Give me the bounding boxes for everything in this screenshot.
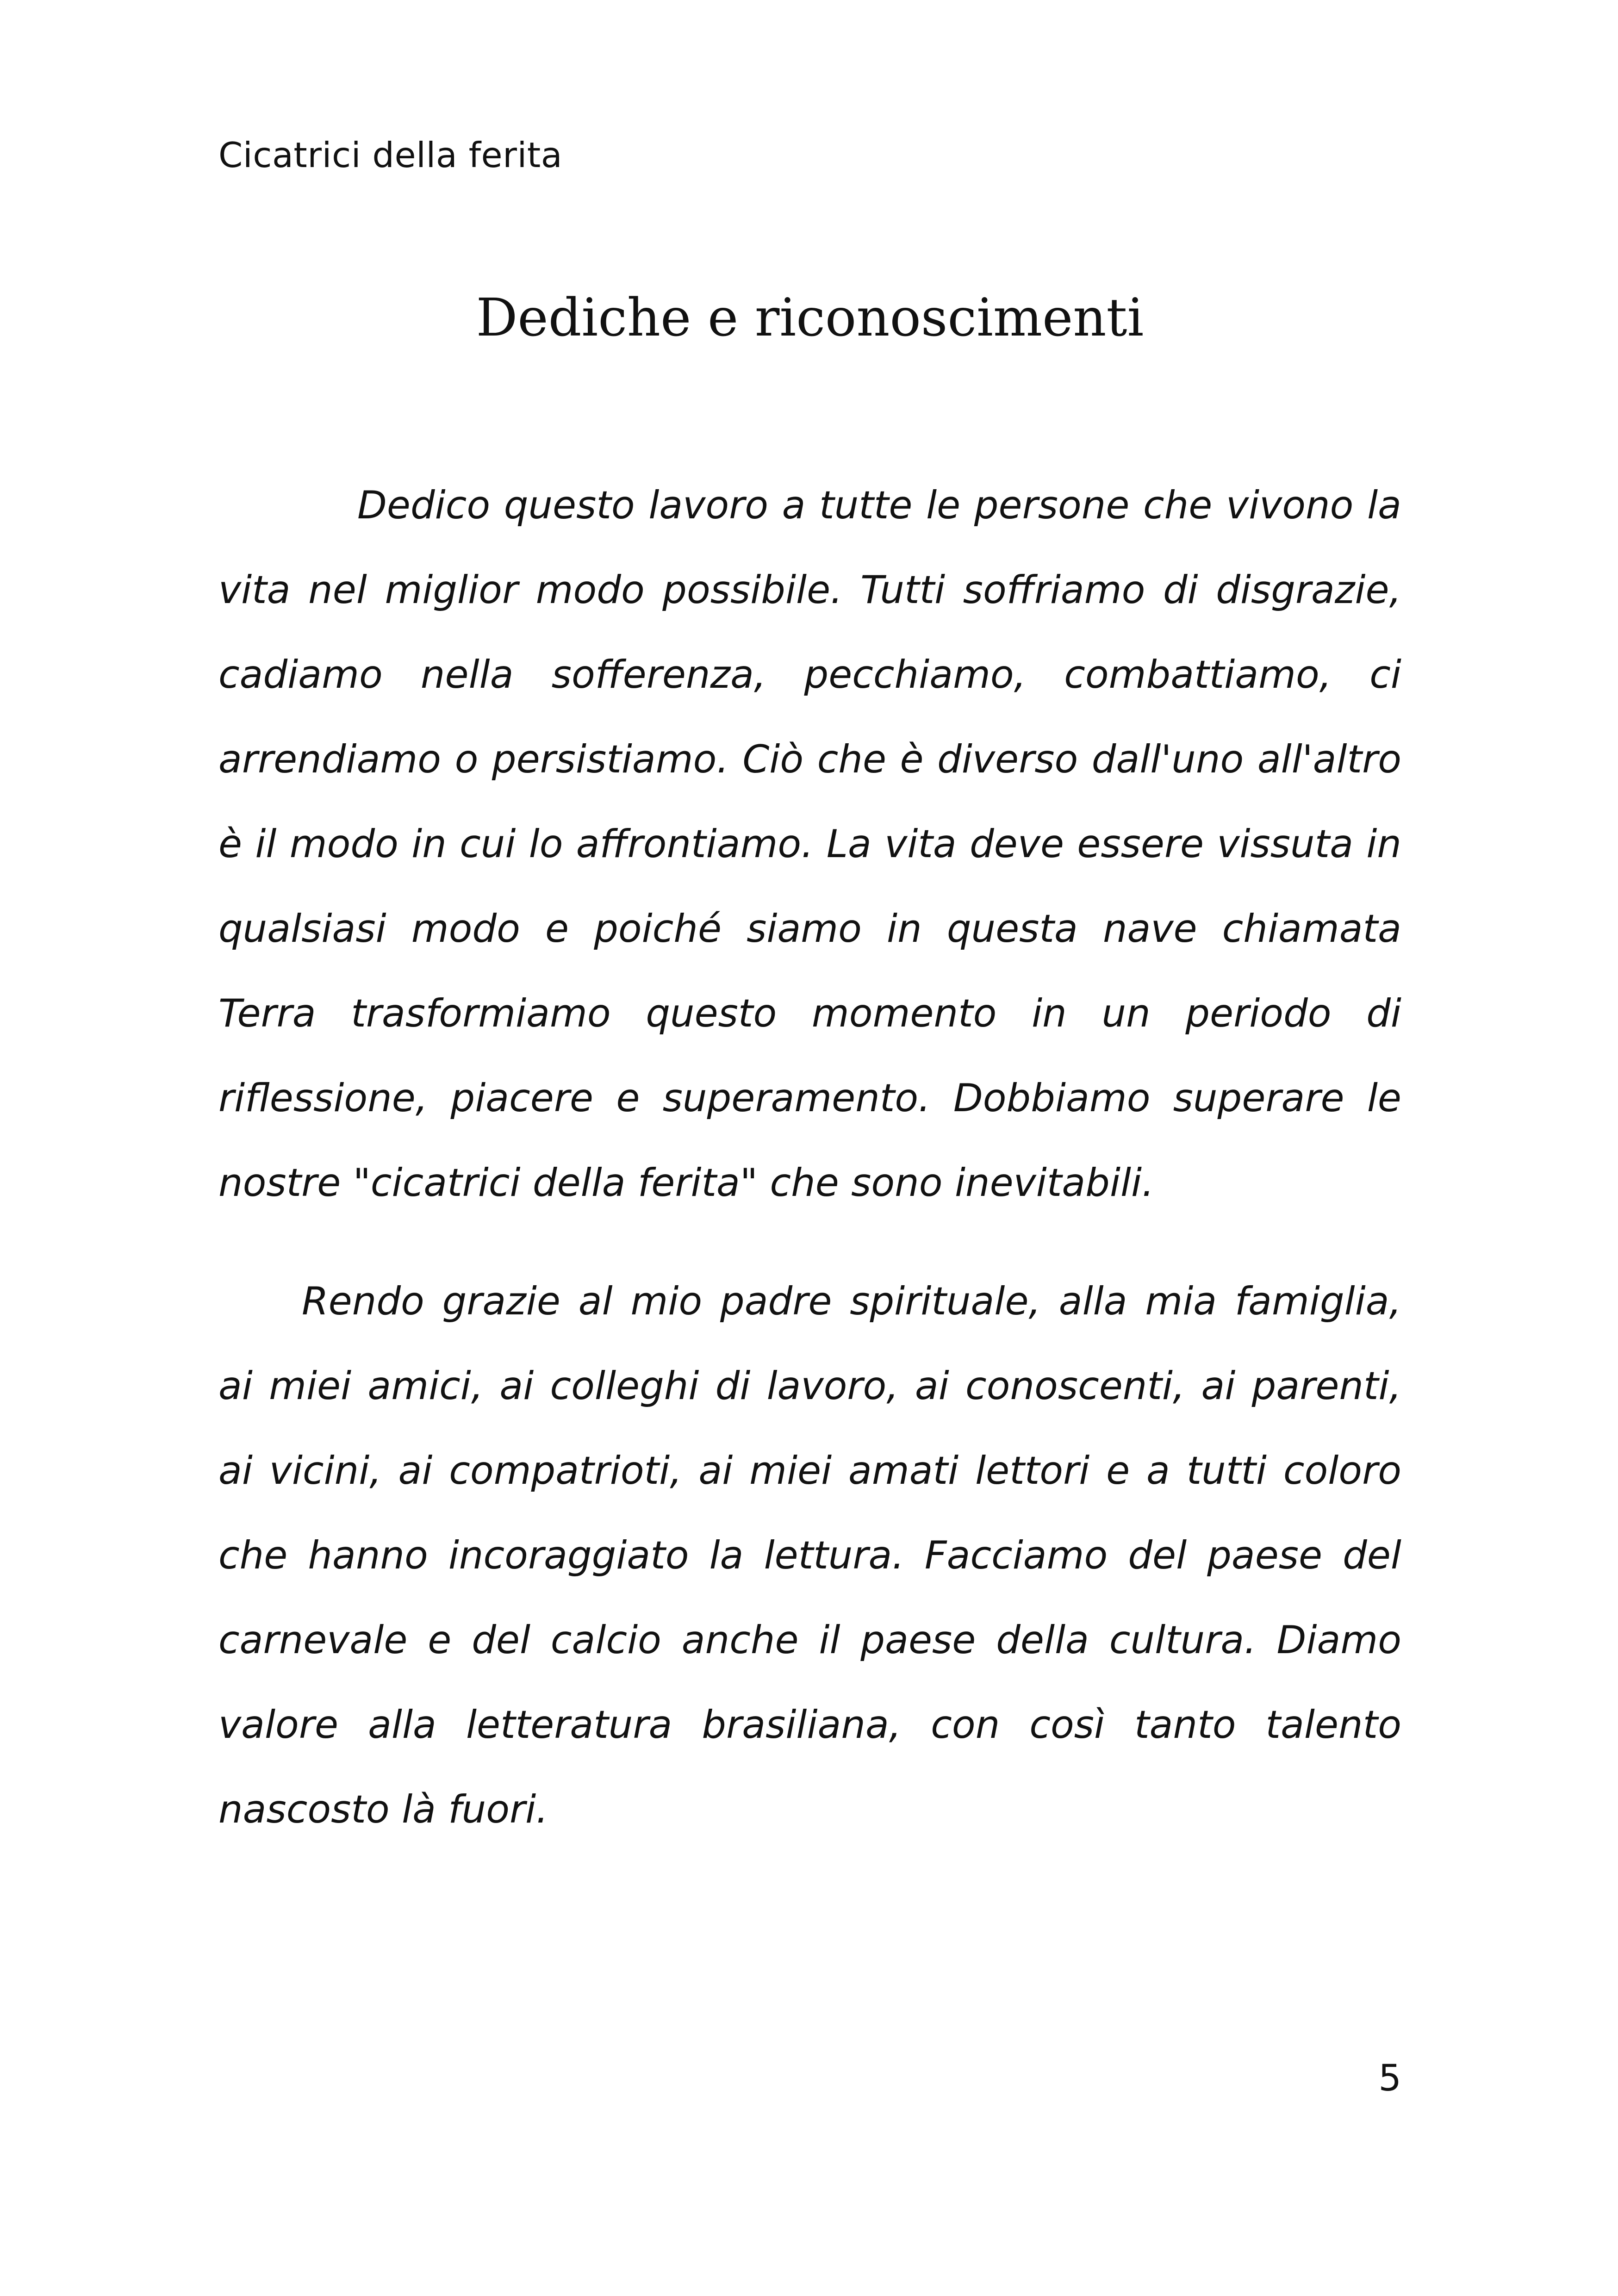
page-number: 5 xyxy=(1378,2058,1401,2099)
chapter-title: Dediche e riconoscimenti xyxy=(476,288,1144,348)
running-header: Cicatrici della ferita xyxy=(218,135,563,175)
acknowledgements-paragraph: Rendo grazie al mio padre spirituale, alla mia famiglia, ai miei amici, ai colleghi di lavoro, ai conoscenti, ai parenti, ai vicini, ai compatrioti, ai miei amati lettori e a tutti coloro che hanno incoraggiato la lettura. Facciamo del paese del carnevale e del calcio anche il paese della cultura. Diamo valore alla letteratura brasiliana, con così tanto talento nascosto là fuori. xyxy=(218,1279,1401,1832)
dedication-paragraph: Dedico questo lavoro a tutte le persone che vivono la vita nel miglior modo possibile. Tutti soffriamo di disgrazie, cadiamo nella sofferenza, pecchiamo, combattiamo, ci arrendiamo o persistiamo. Ciò che è diverso dall'uno all'altro è il modo in cui lo affrontiamo. La vita deve essere vissuta in qualsiasi modo e poiché siamo in questa nave chiamata Terra trasformiamo questo momento in un periodo di riflessione, piacere e superamento. Dobbiamo superare le nostre "cicatrici della ferita" che sono inevitabili. xyxy=(218,483,1401,1205)
